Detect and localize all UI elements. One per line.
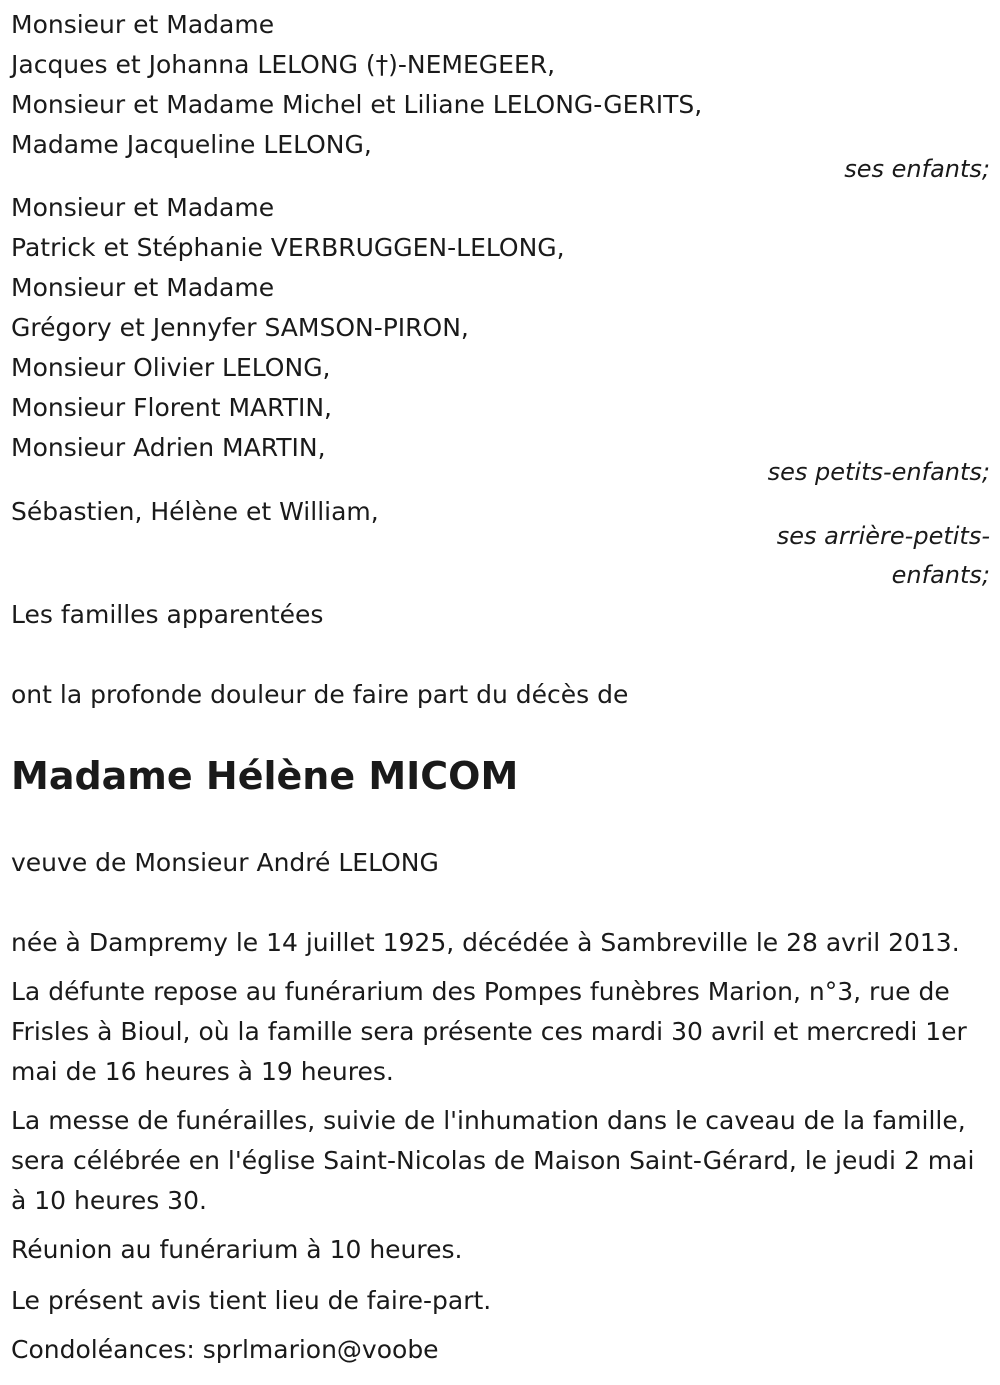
grandchildren-line: Monsieur Florent MARTIN,	[11, 393, 332, 422]
resting-place-paragraph: La défunte repose au funérarium des Pompes funèbres Marion, n°3, rue de Frisles à Bioul, où la famille sera présente ces mardi 30 avril et mercredi 1er mai de 16 heures à 19 heures.	[11, 977, 967, 1086]
children-line: Madame Jacqueline LELONG,	[11, 130, 372, 159]
grandchildren-line: Monsieur Adrien MARTIN,	[11, 433, 326, 462]
children-line: Monsieur et Madame Michel et Liliane LELONG-GERITS,	[11, 90, 703, 119]
grandchildren-line: Monsieur et Madame	[11, 273, 275, 302]
children-role-label: ses enfants;	[844, 155, 990, 183]
condolences-text: Condoléances: sprlmarion@voobe	[11, 1335, 439, 1364]
children-line: Monsieur et Madame	[11, 10, 275, 39]
deceased-name: Madame Hélène MICOM	[11, 754, 519, 798]
great-grandchildren-role-label-continued: enfants;	[891, 561, 990, 589]
great-grandchildren-role-label: ses arrière-petits-	[776, 522, 990, 550]
grandchildren-role-label: ses petits-enfants;	[767, 458, 990, 486]
announcement-text: ont la profonde douleur de faire part du décès de	[11, 680, 629, 709]
grandchildren-line: Monsieur et Madame	[11, 193, 275, 222]
related-families: Les familles apparentées	[11, 600, 324, 629]
notice-text: Le présent avis tient lieu de faire-part.	[11, 1286, 492, 1315]
grandchildren-line: Grégory et Jennyfer SAMSON-PIRON,	[11, 313, 469, 342]
great-grandchildren-line: Sébastien, Hélène et William,	[11, 497, 379, 526]
grandchildren-line: Monsieur Olivier LELONG,	[11, 353, 331, 382]
funeral-mass-paragraph: La messe de funérailles, suivie de l'inhumation dans le caveau de la famille, sera célébrée en l'église Saint-Nicolas de Maison Saint-Gérard, le jeudi 2 mai à 10 heures 30.	[11, 1106, 975, 1215]
meeting-text: Réunion au funérarium à 10 heures.	[11, 1235, 463, 1264]
birth-death-text: née à Dampremy le 14 juillet 1925, décédée à Sambreville le 28 avril 2013.	[11, 928, 960, 957]
children-line: Jacques et Johanna LELONG (†)-NEMEGEER,	[11, 50, 556, 79]
grandchildren-line: Patrick et Stéphanie VERBRUGGEN-LELONG,	[11, 233, 565, 262]
widow-of-text: veuve de Monsieur André LELONG	[11, 848, 439, 877]
